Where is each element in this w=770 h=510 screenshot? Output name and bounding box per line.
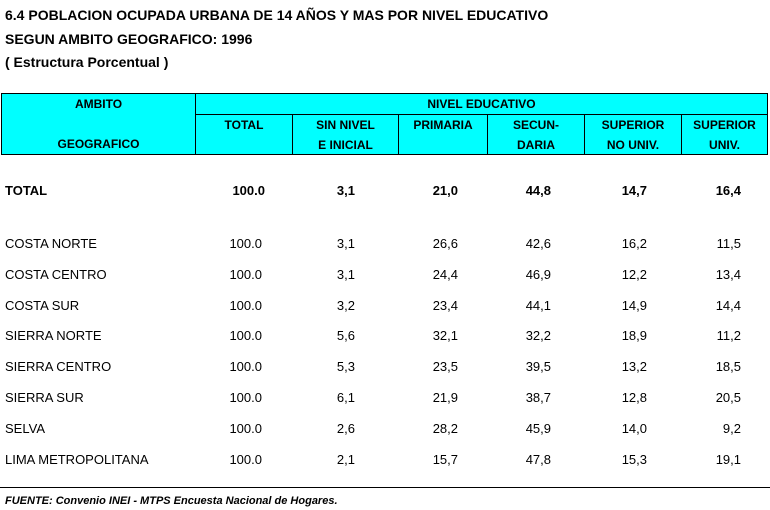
table-cell: 45,9 [525, 421, 551, 436]
table-cell: 32,1 [432, 328, 458, 343]
table-cell: 9,2 [722, 421, 741, 436]
table-cell: 24,4 [432, 267, 458, 282]
table-cell: 12,8 [621, 390, 647, 405]
row-label: LIMA METROPOLITANA [5, 452, 149, 467]
table-cell: 14,9 [621, 298, 647, 313]
table-cell: 20,5 [715, 390, 741, 405]
table-subtitle: ( Estructura Porcentual ) [5, 54, 169, 70]
header-col-label: SECUN- [512, 118, 559, 132]
table-cell: 47,8 [525, 452, 551, 467]
row-label: SELVA [5, 421, 45, 436]
table-cell: 32,2 [525, 328, 551, 343]
table-cell: 3,1 [336, 236, 355, 251]
table-cell: 14,7 [621, 183, 647, 198]
source-note: FUENTE: Convenio INEI - MTPS Encuesta Nacional de Hogares. [5, 495, 338, 507]
table-cell: 14,4 [715, 298, 741, 313]
table-cell: 18,9 [621, 328, 647, 343]
table-cell: 26,6 [432, 236, 458, 251]
table-cell: 5,6 [336, 328, 355, 343]
table-cell: 100.0 [229, 421, 262, 436]
header-ambito-label-1: AMBITO [74, 97, 123, 111]
table-cell: 2,1 [336, 452, 355, 467]
table-cell: 6,1 [336, 390, 355, 405]
bottom-rule [0, 487, 770, 488]
row-label: COSTA CENTRO [5, 267, 107, 282]
header-col-label-2: UNIV. [709, 138, 740, 152]
table-cell: 46,9 [525, 267, 551, 282]
header-col-label-2: E INICIAL [318, 138, 373, 152]
row-label: TOTAL [5, 183, 48, 198]
table-cell: 44,1 [525, 298, 551, 313]
header-col-label: TOTAL [224, 118, 264, 132]
table-title-line1: 6.4 POBLACION OCUPADA URBANA DE 14 AÑOS Y MAS POR NIVEL EDUCATIVO [5, 7, 549, 23]
table-cell: 16,2 [621, 236, 647, 251]
table-cell: 21,0 [432, 183, 458, 198]
table-cell: 100.0 [229, 267, 262, 282]
header-nivel-label: NIVEL EDUCATIVO [427, 97, 536, 111]
table-cell: 15,3 [621, 452, 647, 467]
table-cell: 15,7 [432, 452, 458, 467]
row-label: COSTA NORTE [5, 236, 97, 251]
table-cell: 18,5 [715, 359, 741, 374]
table-cell: 3,1 [336, 183, 355, 198]
table-cell: 23,4 [432, 298, 458, 313]
header-col-label: SUPERIOR [601, 118, 665, 132]
table-cell: 44,8 [525, 183, 551, 198]
table-cell: 5,3 [336, 359, 355, 374]
table-cell: 100.0 [229, 236, 262, 251]
table-cell: 16,4 [715, 183, 741, 198]
table-cell: 100.0 [232, 183, 265, 198]
table-cell: 19,1 [715, 452, 741, 467]
table-cell: 100.0 [229, 359, 262, 374]
row-label: SIERRA CENTRO [5, 359, 112, 374]
header-col-label-2: NO UNIV. [606, 138, 660, 152]
table-cell: 13,4 [715, 267, 741, 282]
table-cell: 13,2 [621, 359, 647, 374]
table-cell: 3,2 [336, 298, 355, 313]
row-label: COSTA SUR [5, 298, 80, 313]
header-col-label: SIN NIVEL [316, 118, 375, 132]
row-label: SIERRA NORTE [5, 328, 102, 343]
table-cell: 100.0 [229, 390, 262, 405]
header-col-label: SUPERIOR [693, 118, 756, 132]
table-cell: 39,5 [525, 359, 551, 374]
table-cell: 11,2 [716, 328, 741, 343]
table-cell: 38,7 [525, 390, 551, 405]
header-col-label: PRIMARIA [413, 118, 473, 132]
table-cell: 11,5 [716, 236, 741, 251]
table-title-line2: SEGUN AMBITO GEOGRAFICO: 1996 [5, 31, 253, 47]
table-cell: 100.0 [229, 328, 262, 343]
table-cell: 21,9 [432, 390, 458, 405]
table-cell: 100.0 [229, 298, 262, 313]
row-label: SIERRA SUR [5, 390, 84, 405]
header-ambito-label-2: GEOGRAFICO [57, 137, 140, 151]
table-cell: 14,0 [621, 421, 647, 436]
table-cell: 2,6 [336, 421, 355, 436]
table-cell: 28,2 [432, 421, 458, 436]
table-cell: 23,5 [432, 359, 458, 374]
table-cell: 3,1 [336, 267, 355, 282]
table-cell: 100.0 [229, 452, 262, 467]
table-cell: 42,6 [525, 236, 551, 251]
table-cell: 12,2 [621, 267, 647, 282]
header-col-label-2: DARIA [517, 138, 555, 152]
